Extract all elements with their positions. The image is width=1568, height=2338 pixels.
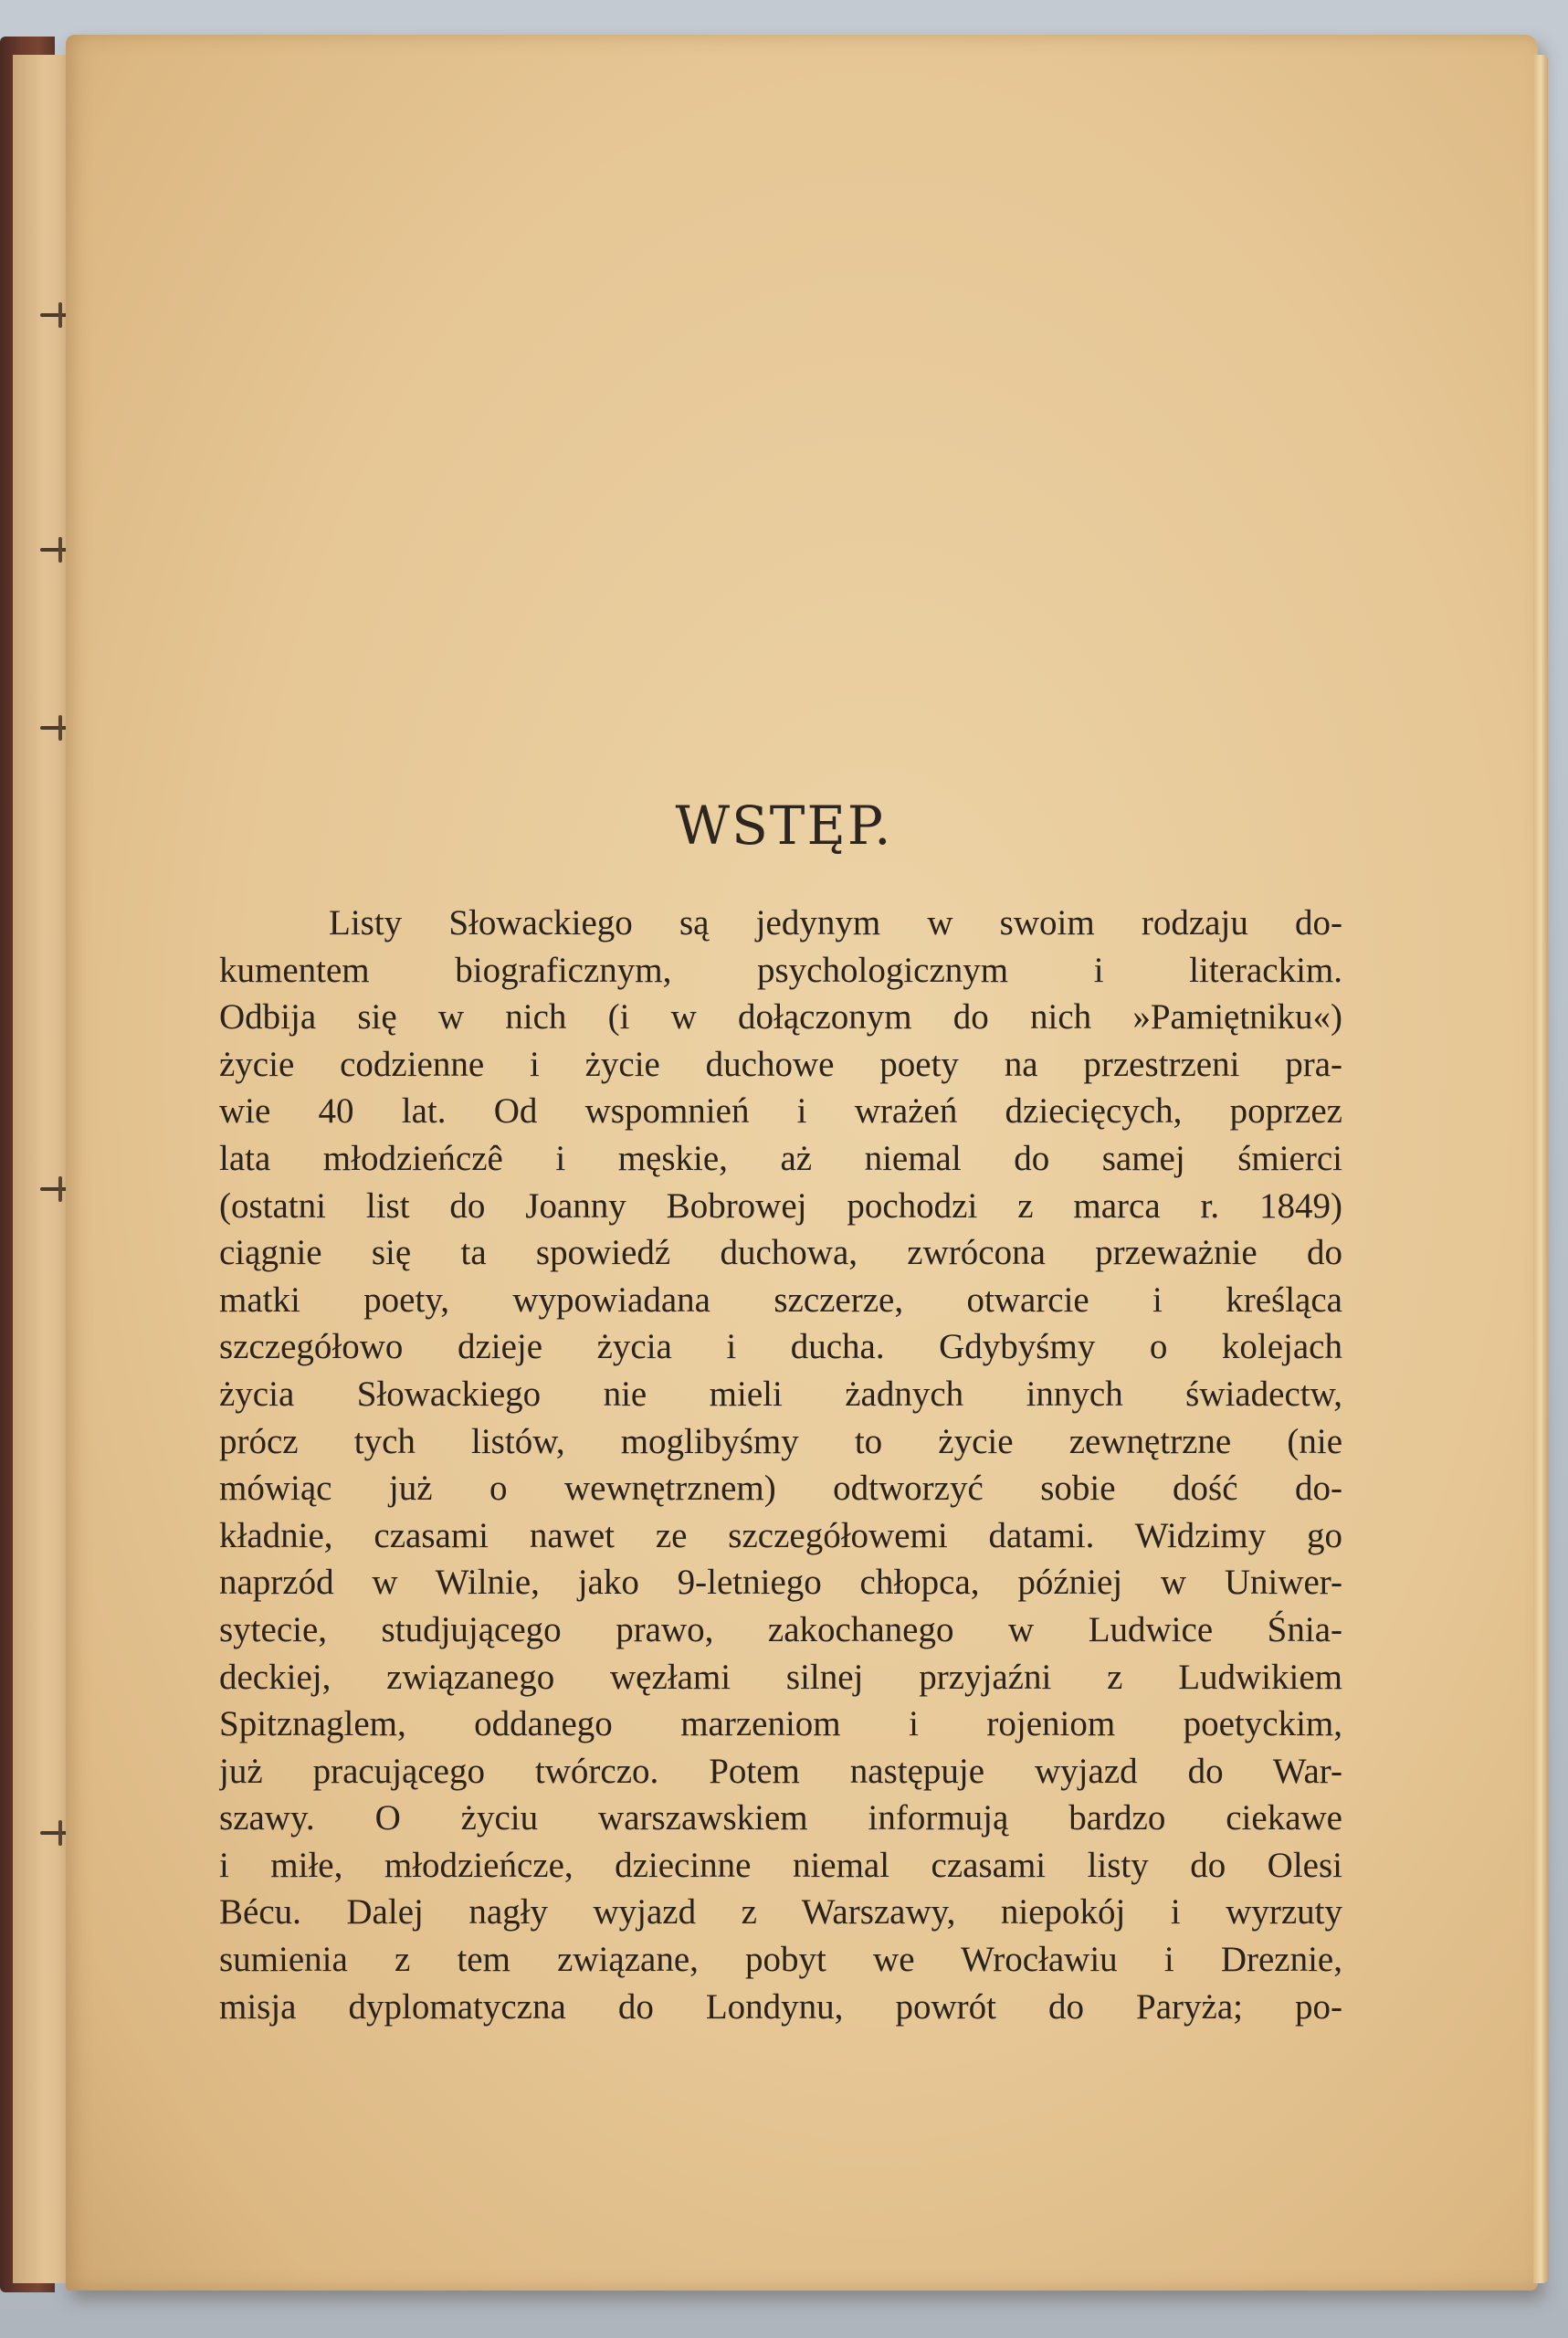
- text-line: ciągnie się ta spowiedź duchowa, zwrócona przeważnie do: [219, 1233, 1342, 1273]
- text-line: Odbija się w nich (i w dołączonym do nich »Pamiętniku«): [219, 997, 1342, 1037]
- text-line: kładnie, czasami nawet ze szczegółowemi datami. Widzimy go: [219, 1515, 1342, 1555]
- text-line: życia Słowackiego nie mieli żadnych innych świadectw,: [219, 1374, 1342, 1414]
- text-line: już pracującego twórczo. Potem następuje wyjazd do War-: [219, 1751, 1342, 1791]
- text-line: Spitznaglem, oddanego marzeniom i rojeniom poetyckim,: [219, 1704, 1342, 1744]
- text-line: szawy. O życiu warszawskiem informują bardzo ciekawe: [219, 1798, 1342, 1838]
- chapter-heading: WSTĘP.: [675, 795, 893, 857]
- text-line: Bécu. Dalej nagły wyjazd z Warszawy, niepokój i wyrzuty: [219, 1892, 1342, 1933]
- text-line: sytecie, studjującego prawo, zakochanego w Ludwice Śnia-: [219, 1609, 1342, 1649]
- text-line: sumienia z tem związane, pobyt we Wrocławiu i Dreznie,: [219, 1940, 1342, 1980]
- text-line: prócz tych listów, moglibyśmy to życie zewnętrzne (nie: [219, 1421, 1342, 1461]
- text-line: i miłe, młodzieńcze, dziecinne niemal czasami listy do Olesi: [219, 1845, 1342, 1885]
- text-line: (ostatni list do Joanny Bobrowej pochodzi z marca r. 1849): [219, 1185, 1342, 1226]
- text-line: misja dyplomatyczna do Londynu, powrót do Paryża; po-: [219, 1986, 1342, 2027]
- text-line: matki poety, wypowiadana szczerze, otwarcie i kreśląca: [219, 1280, 1342, 1320]
- text-line: deckiej, związanego węzłami silnej przyjaźni z Ludwikiem: [219, 1657, 1342, 1697]
- text-line: lata młodzieńczê i męskie, aż niemal do samej śmierci: [219, 1138, 1342, 1178]
- text-line: naprzód w Wilnie, jako 9-letniego chłopca, później w Uniwer-: [219, 1563, 1342, 1603]
- text-line: szczegółowo dzieje życia i ducha. Gdybyśmy o kolejach: [219, 1327, 1342, 1367]
- text-line: Listy Słowackiego są jedynym w swoim rodzaju do-: [329, 903, 1342, 943]
- page-edge: [1533, 55, 1548, 2283]
- text-line: życie codzienne i życie duchowe poety na przestrzeni pra-: [219, 1044, 1342, 1084]
- text-line: mówiąc już o wewnętrznem) odtworzyć sobie dość do-: [219, 1469, 1342, 1509]
- text-line: wie 40 lat. Od wspomnień i wrażeń dziecięcych, poprzez: [219, 1091, 1342, 1132]
- body-paragraph: [219, 900, 1342, 2030]
- text-line: kumentem biograficznym, psychologicznym i literackim.: [219, 950, 1342, 990]
